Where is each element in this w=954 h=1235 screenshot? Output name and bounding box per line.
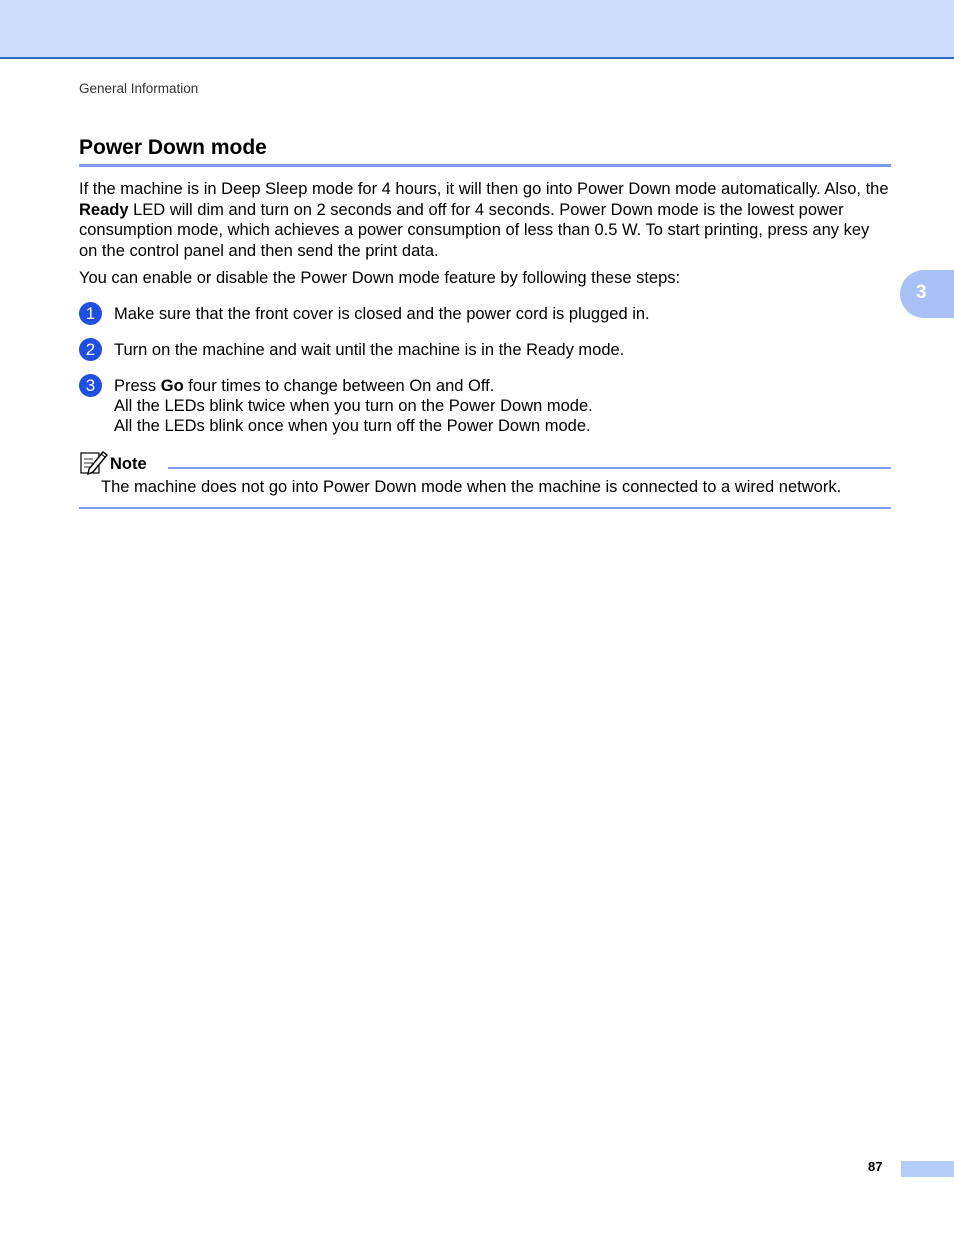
step-3-number: 3 — [79, 374, 102, 397]
intro-text-b: LED will dim and turn on 2 seconds and off for 4 seconds. Power Down mode is the lowest power consumption mode, which achieves a power consumption of less than 0.5 W. To start printing, press any key on the control panel and then send the print data. — [79, 200, 870, 260]
step-2-text: Turn on the machine and wait until the machine is in the Ready mode. — [114, 341, 625, 359]
section-title: Power Down mode — [79, 136, 891, 167]
running-head: General Information — [79, 81, 199, 96]
step-3-text — [114, 376, 891, 436]
intro-paragraph — [79, 179, 891, 261]
step-3-text-b: four times to change between On and Off. — [183, 377, 495, 395]
step-3-line-1 — [114, 376, 891, 396]
note-block — [79, 449, 891, 509]
note-divider — [168, 467, 891, 469]
chapter-number: 3 — [916, 282, 927, 303]
steps-intro: You can enable or disable the Power Down mode feature by following these steps: — [79, 269, 681, 287]
step-2-number: 2 — [79, 338, 102, 361]
note-label: Note — [110, 455, 147, 473]
ready-led-label: Ready — [79, 200, 129, 219]
go-button-label: Go — [160, 377, 184, 395]
header-band — [0, 0, 954, 59]
chapter-tab — [900, 270, 954, 318]
page-number-tab — [901, 1161, 954, 1177]
step-1-text: Make sure that the front cover is closed and the power cord is plugged in. — [114, 305, 650, 323]
note-text: The machine does not go into Power Down mode when the machine is connected to a wired network. — [101, 478, 842, 496]
step-3-line-3: All the LEDs blink once when you turn off the Power Down mode. — [114, 417, 591, 435]
intro-text-a: If the machine is in Deep Sleep mode for 4 hours, it will then go into Power Down mode automatically. Also, the — [79, 180, 889, 198]
step-1-number: 1 — [79, 302, 102, 325]
step-3-text-a: Press — [114, 377, 161, 395]
note-pencil-icon — [79, 449, 109, 475]
step-3-line-2: All the LEDs blink twice when you turn on the Power Down mode. — [114, 397, 593, 415]
page-number: 87 — [868, 1159, 883, 1174]
